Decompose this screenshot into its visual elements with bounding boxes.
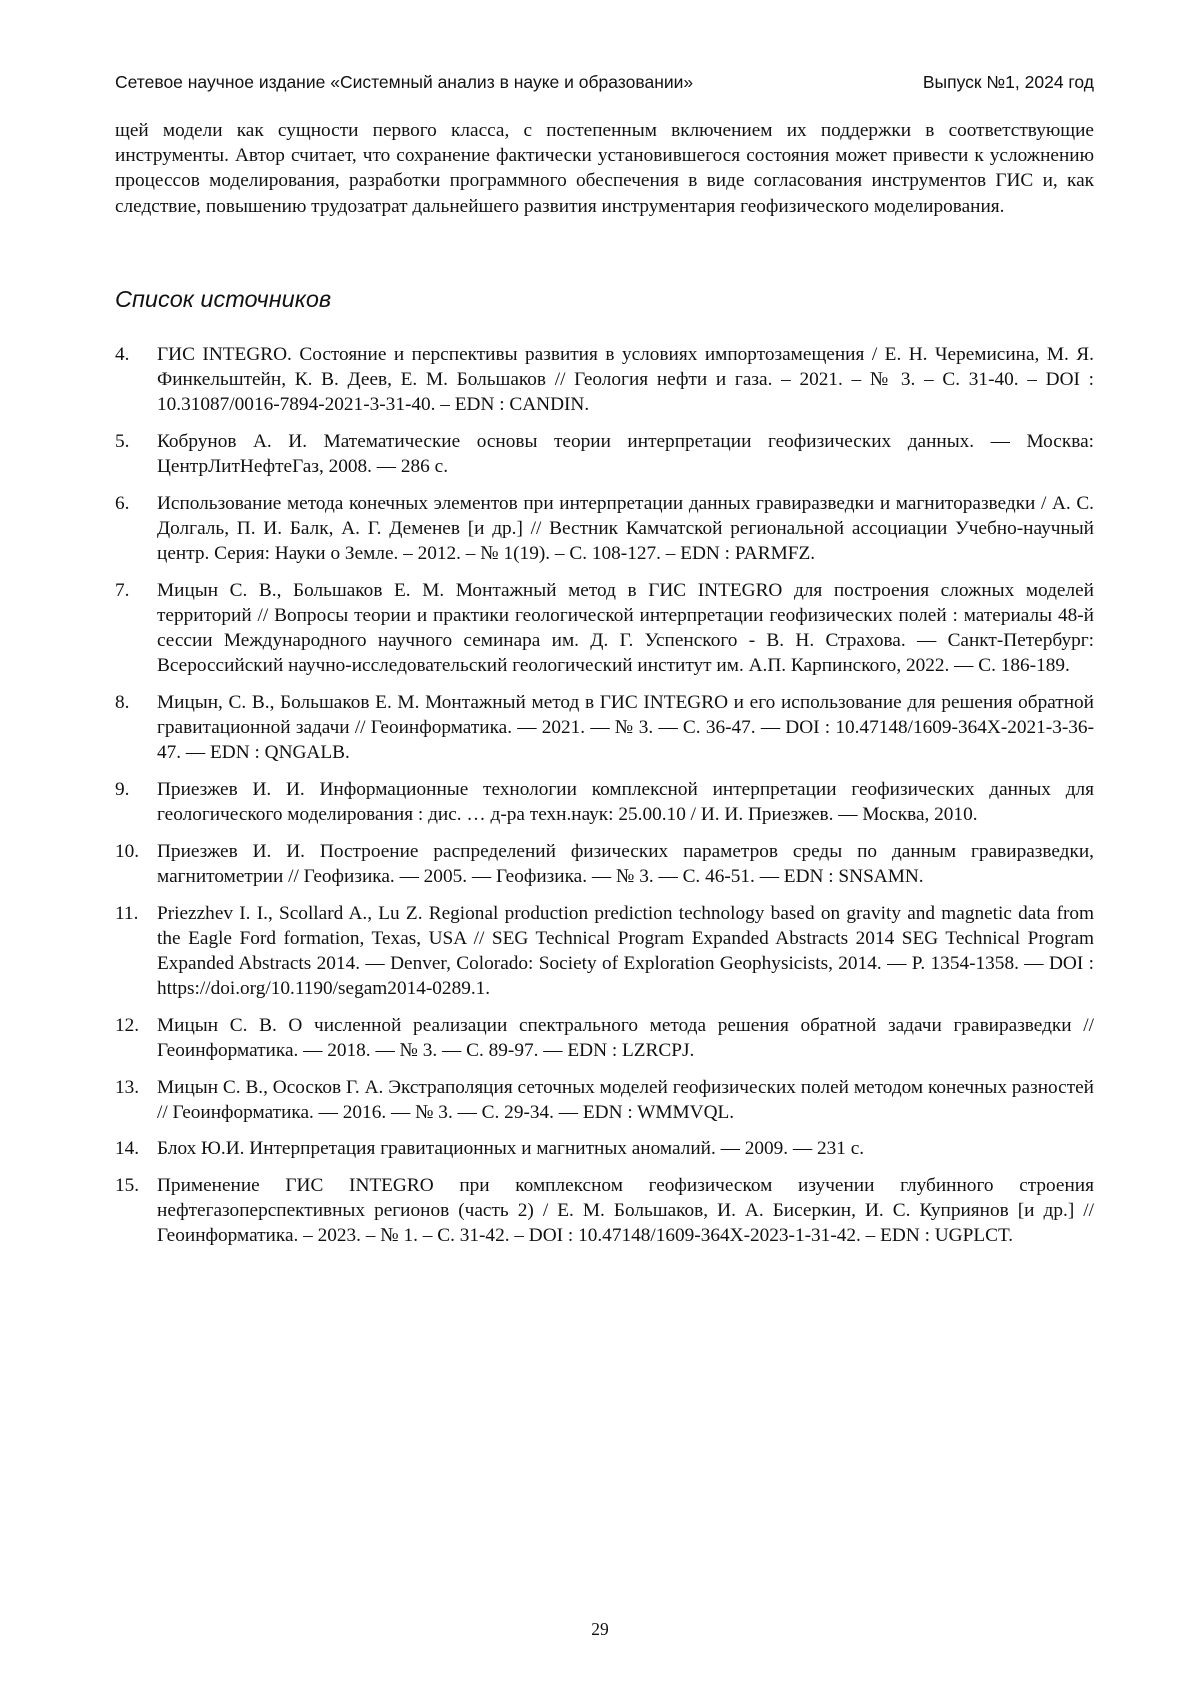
reference-number: 11. (115, 901, 157, 1002)
reference-item (115, 1075, 1094, 1125)
reference-number: 6. (115, 491, 157, 567)
reference-item (115, 429, 1094, 479)
reference-item (115, 491, 1094, 567)
reference-text: Мицын С. В., Большаков Е. М. Монтажный метод в ГИС INTEGRO для построения сложных моделей территорий // Вопросы теории и практики геологической интерпретации геофизических полей : материалы 48-й сессии Международного научного семинара им. Д. Г. Успенского - В. Н. Страхова. — Санкт-Петербург: Всероссийский научно-исследовательский геологический институт им. А.П. Карпинского, 2022. — С. 186-189. (157, 578, 1094, 679)
reference-number: 8. (115, 690, 157, 766)
intro-paragraph: щей модели как сущности первого класса, с постепенным включением их поддержки в соответствующие инструменты. Автор считает, что сохранение фактически установившегося состояния может привести к усложнению процессов моделирования, разработки программного обеспечения в виде согласования инструментов ГИС и, как следствие, повышению трудозатрат дальнейшего развития инструментария геофизического моделирования. (115, 118, 1094, 219)
page-number: 29 (0, 1618, 1200, 1640)
references-heading: Список источников (115, 284, 331, 314)
reference-number: 15. (115, 1173, 157, 1249)
page (0, 0, 1200, 1697)
reference-text: Использование метода конечных элементов при интерпретации данных гравиразведки и магниторазведки / А. С. Долгаль, П. И. Балк, А. Г. Деменев [и др.] // Вестник Камчатской региональной ассоциации Учебно-научный центр. Серия: Науки о Земле. – 2012. – № 1(19). – С. 108-127. – EDN : PARMFZ. (157, 491, 1094, 567)
reference-item (115, 901, 1094, 1002)
reference-item (115, 342, 1094, 418)
reference-text: ГИС INTEGRO. Состояние и перспективы развития в условиях импортозамещения / Е. Н. Черемисина, М. Я. Финкельштейн, К. В. Деев, Е. М. Большаков // Геология нефти и газа. – 2021. – № 3. – С. 31-40. – DOI : 10.31087/0016-7894-2021-3-31-40. – EDN : CANDIN. (157, 342, 1094, 418)
reference-number: 13. (115, 1075, 157, 1125)
reference-text: Приезжев И. И. Построение распределений физических параметров среды по данным гравиразведки, магнитометрии // Геофизика. — 2005. — Геофизика. — № 3. — С. 46-51. — EDN : SNSAMN. (157, 839, 1094, 889)
reference-text: Priezzhev I. I., Scollard A., Lu Z. Regional production prediction technology based on gravity and magnetic data from the Eagle Ford formation, Texas, USA // SEG Technical Program Expanded Abstracts 2014 SEG Technical Program Expanded Abstracts 2014. — Denver, Colorado: Society of Exploration Geophysicists, 2014. — P. 1354-1358. — DOI : https://doi.org/10.1190/segam2014-0289.1. (157, 901, 1094, 1002)
reference-item (115, 777, 1094, 827)
reference-text: Блох Ю.И. Интерпретация гравитационных и магнитных аномалий. — 2009. — 231 с. (157, 1136, 1094, 1161)
reference-text: Приезжев И. И. Информационные технологии комплексной интерпретации геофизических данных для геологического моделирования : дис. … д-ра техн.наук: 25.00.10 / И. И. Приезжев. — Москва, 2010. (157, 777, 1094, 827)
reference-number: 14. (115, 1136, 157, 1161)
reference-number: 7. (115, 578, 157, 679)
reference-text: Мицын, С. В., Большаков Е. М. Монтажный метод в ГИС INTEGRO и его использование для решения обратной гравитационной задачи // Геоинформатика. — 2021. — № 3. — С. 36-47. — DOI : 10.47148/1609-364X-2021-3-36-47. — EDN : QNGALB. (157, 690, 1094, 766)
reference-text: Применение ГИС INTEGRO при комплексном геофизическом изучении глубинного строения нефтегазоперспективных регионов (часть 2) / Е. М. Большаков, И. А. Бисеркин, И. С. Куприянов [и др.] // Геоинформатика. – 2023. – № 1. – С. 31-42. – DOI : 10.47148/1609-364X-2023-1-31-42. – EDN : UGPLCT. (157, 1173, 1094, 1249)
reference-number: 9. (115, 777, 157, 827)
reference-item (115, 1013, 1094, 1063)
reference-number: 10. (115, 839, 157, 889)
reference-item (115, 690, 1094, 766)
reference-item (115, 1136, 1094, 1161)
running-header (115, 70, 1094, 94)
reference-item (115, 839, 1094, 889)
reference-list (115, 342, 1094, 1260)
journal-title: Сетевое научное издание «Системный анализ в науке и образовании» (115, 70, 693, 94)
reference-text: Кобрунов А. И. Математические основы теории интерпретации геофизических данных. — Москва: ЦентрЛитНефтеГаз, 2008. — 286 с. (157, 429, 1094, 479)
reference-text: Мицын С. В., Ососков Г. А. Экстраполяция сеточных моделей геофизических полей методом конечных разностей // Геоинформатика. — 2016. — № 3. — С. 29-34. — EDN : WMMVQL. (157, 1075, 1094, 1125)
reference-number: 12. (115, 1013, 157, 1063)
reference-number: 4. (115, 342, 157, 418)
reference-item (115, 578, 1094, 679)
reference-item (115, 1173, 1094, 1249)
reference-number: 5. (115, 429, 157, 479)
issue-label: Выпуск №1, 2024 год (923, 70, 1094, 94)
reference-text: Мицын С. В. О численной реализации спектрального метода решения обратной задачи гравиразведки // Геоинформатика. — 2018. — № 3. — С. 89-97. — EDN : LZRCPJ. (157, 1013, 1094, 1063)
